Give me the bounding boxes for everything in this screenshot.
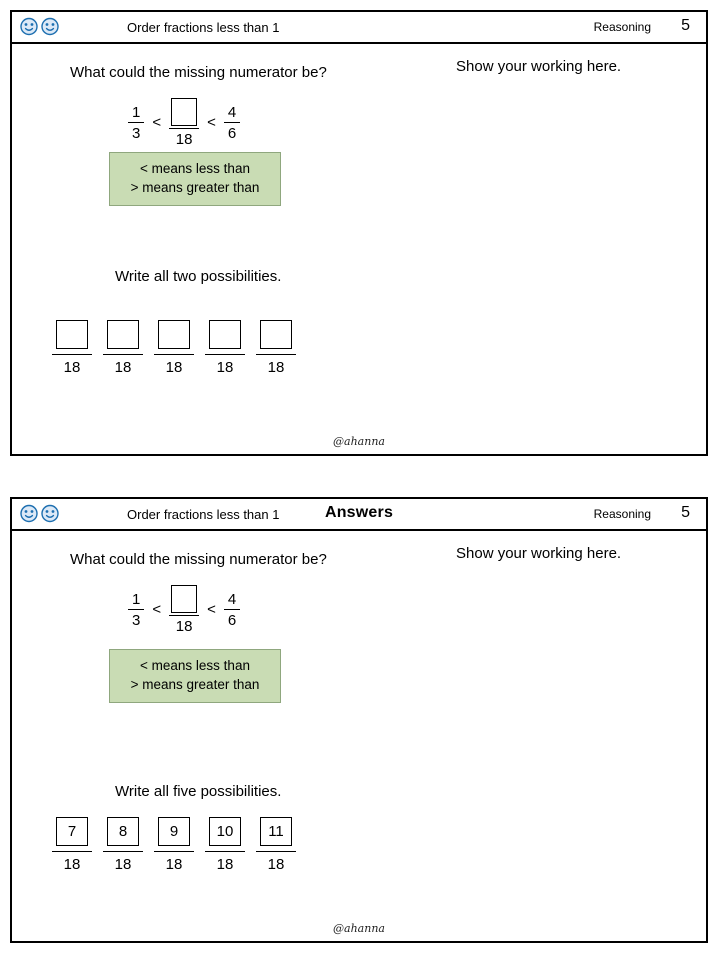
hint-line-less-than: < means less than bbox=[140, 658, 250, 673]
answer-fraction bbox=[154, 320, 194, 376]
denominator: 18 bbox=[256, 851, 296, 873]
worksheet-title: Order fractions less than 1 bbox=[127, 20, 280, 35]
page-number: 5 bbox=[681, 17, 690, 34]
answer-box[interactable] bbox=[260, 320, 292, 349]
answer-box: 7 bbox=[56, 817, 88, 846]
answer-box: 8 bbox=[107, 817, 139, 846]
category-label: Reasoning bbox=[593, 20, 651, 34]
denominator: 18 bbox=[205, 354, 245, 376]
answers-label: Answers bbox=[324, 504, 394, 521]
denominator: 18 bbox=[169, 128, 199, 148]
answer-fractions-row bbox=[52, 817, 296, 873]
hint-line-greater-than: > means greater than bbox=[130, 179, 260, 195]
answer-fraction bbox=[256, 817, 296, 873]
worksheet-question-card bbox=[10, 10, 708, 456]
less-than-symbol: < bbox=[207, 113, 216, 131]
denominator: 18 bbox=[154, 354, 194, 376]
answer-fractions-row bbox=[52, 320, 296, 376]
hint-line-less-than: < means less than bbox=[140, 161, 250, 176]
fraction-four-sixths bbox=[224, 591, 240, 629]
worksheet-answers-card bbox=[10, 497, 708, 943]
denominator: 18 bbox=[256, 354, 296, 376]
answer-box: 11 bbox=[260, 817, 292, 846]
denominator: 3 bbox=[128, 122, 144, 142]
answer-box[interactable] bbox=[56, 320, 88, 349]
answer-fraction bbox=[205, 817, 245, 873]
numerator: 1 bbox=[132, 591, 141, 608]
denominator: 18 bbox=[103, 851, 143, 873]
symbols-hint-box bbox=[109, 152, 281, 206]
denominator: 3 bbox=[128, 609, 144, 629]
card-header bbox=[12, 499, 706, 531]
answer-fraction bbox=[52, 817, 92, 873]
denominator: 18 bbox=[169, 615, 199, 635]
denominator: 6 bbox=[224, 609, 240, 629]
denominator: 18 bbox=[103, 354, 143, 376]
instruction-text: Write all five possibilities. bbox=[115, 783, 282, 800]
answer-fraction bbox=[103, 320, 143, 376]
denominator: 18 bbox=[52, 354, 92, 376]
answer-fraction bbox=[52, 320, 92, 376]
answer-box[interactable] bbox=[107, 320, 139, 349]
fraction-inequality bbox=[128, 98, 240, 148]
denominator: 6 bbox=[224, 122, 240, 142]
answer-box: 10 bbox=[209, 817, 241, 846]
answer-fraction bbox=[205, 320, 245, 376]
fraction-one-third bbox=[128, 591, 144, 629]
missing-numerator-box[interactable] bbox=[171, 98, 197, 126]
answer-box[interactable] bbox=[209, 320, 241, 349]
smiley-faces-icon bbox=[19, 16, 63, 37]
fraction-missing-numerator bbox=[169, 98, 199, 148]
author-credit: @ahanna bbox=[333, 922, 385, 935]
author-credit: @ahanna bbox=[333, 435, 385, 448]
page-number: 5 bbox=[681, 504, 690, 521]
question-text: What could the missing numerator be? bbox=[70, 64, 327, 81]
category-label: Reasoning bbox=[593, 507, 651, 521]
fraction-missing-numerator bbox=[169, 585, 199, 635]
instruction-text: Write all two possibilities. bbox=[115, 268, 282, 285]
denominator: 18 bbox=[154, 851, 194, 873]
answer-fraction bbox=[154, 817, 194, 873]
less-than-symbol: < bbox=[152, 600, 162, 618]
show-working-label: Show your working here. bbox=[456, 58, 622, 75]
less-than-symbol: < bbox=[152, 113, 162, 131]
denominator: 18 bbox=[52, 851, 92, 873]
card-header bbox=[12, 12, 706, 44]
fraction-four-sixths bbox=[224, 104, 240, 142]
numerator: 4 bbox=[227, 591, 237, 608]
answer-fraction bbox=[103, 817, 143, 873]
answer-box[interactable] bbox=[158, 320, 190, 349]
question-text: What could the missing numerator be? bbox=[70, 551, 327, 568]
answer-fraction bbox=[256, 320, 296, 376]
show-working-label: Show your working here. bbox=[456, 545, 622, 562]
answer-box: 9 bbox=[158, 817, 190, 846]
numerator: 4 bbox=[227, 104, 237, 121]
fraction-inequality bbox=[128, 585, 240, 635]
worksheet-title: Order fractions less than 1 bbox=[127, 507, 280, 522]
missing-numerator-box bbox=[171, 585, 197, 613]
fraction-one-third bbox=[128, 104, 144, 142]
less-than-symbol: < bbox=[207, 600, 216, 618]
numerator: 1 bbox=[132, 104, 141, 121]
denominator: 18 bbox=[205, 851, 245, 873]
symbols-hint-box bbox=[109, 649, 281, 703]
hint-line-greater-than: > means greater than bbox=[130, 676, 260, 692]
smiley-faces-icon bbox=[19, 503, 63, 524]
